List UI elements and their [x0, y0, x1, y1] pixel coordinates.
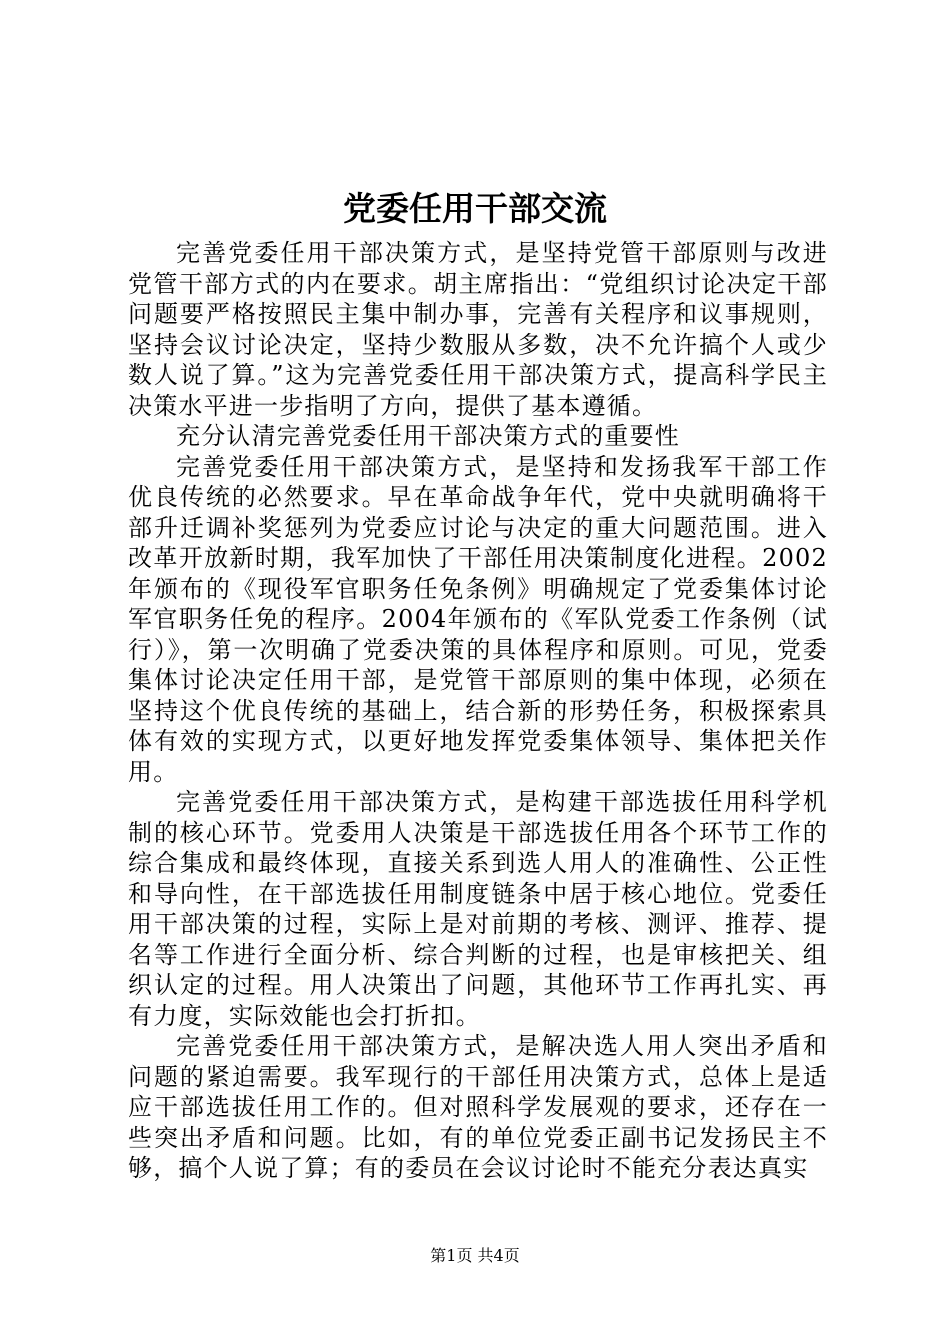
paragraph-problems: 完善党委任用干部决策方式，是解决选人用人突出矛盾和问题的紧迫需要。我军现行的干部任用决策方式，总体上是适应干部选拔任用工作的。但对照科学发展观的要求，还存在一些突出矛盾和问题。比如，有的单位党委正副书记发扬民主不够，搞个人说了算；有的委员在会议讨论时不能充分表达真实 — [128, 1032, 828, 1182]
paragraph-intro: 完善党委任用干部决策方式，是坚持党管干部原则与改进党管干部方式的内在要求。胡主席指出：“党组织讨论决定干部问题要严格按照民主集中制办事，完善有关程序和议事规则，坚持会议讨论决定，坚持少数服从多数，决不允许搞个人或少数人说了算。”这为完善党委任用干部决策方式，提高科学民主决策水平进一步指明了方向，提供了基本遵循。 — [128, 239, 828, 420]
section-heading: 充分认清完善党委任用干部决策方式的重要性 — [176, 422, 680, 450]
document-title: 党委任用干部交流 — [343, 189, 607, 228]
document-body — [128, 238, 828, 1184]
paragraph-mechanism: 完善党委任用干部决策方式，是构建干部选拔任用科学机制的核心环节。党委用人决策是干部选拔任用各个环节工作的综合集成和最终体现，直接关系到选人用人的准确性、公正性和导向性，在干部选拔任用制度链条中居于核心地位。党委任用干部决策的过程，实际上是对前期的考核、测评、推荐、提名等工作进行全面分析、综合判断的过程，也是审核把关、组织认定的过程。用人决策出了问题，其他环节工作再扎实、再有力度，实际效能也会打折扣。 — [128, 788, 828, 1030]
page-footer: 第1页 共4页 — [430, 1246, 520, 1265]
paragraph-tradition: 完善党委任用干部决策方式，是坚持和发扬我军干部工作优良传统的必然要求。早在革命战争年代，党中央就明确将干部升迁调补奖惩列为党委应讨论与决定的重大问题范围。进入改革开放新时期，我军加快了干部任用决策制度化进程。2002年颁布的《现役军官职务任免条例》明确规定了党委集体讨论军官职务任免的程序。2004年颁布的《军队党委工作条例（试行）》，第一次明确了党委决策的具体程序和原则。可见，党委集体讨论决定任用干部，是党管干部原则的集中体现，必须在坚持这个优良传统的基础上，结合新的形势任务，积极探索具体有效的实现方式，以更好地发挥党委集体领导、集体把关作用。 — [128, 452, 828, 786]
